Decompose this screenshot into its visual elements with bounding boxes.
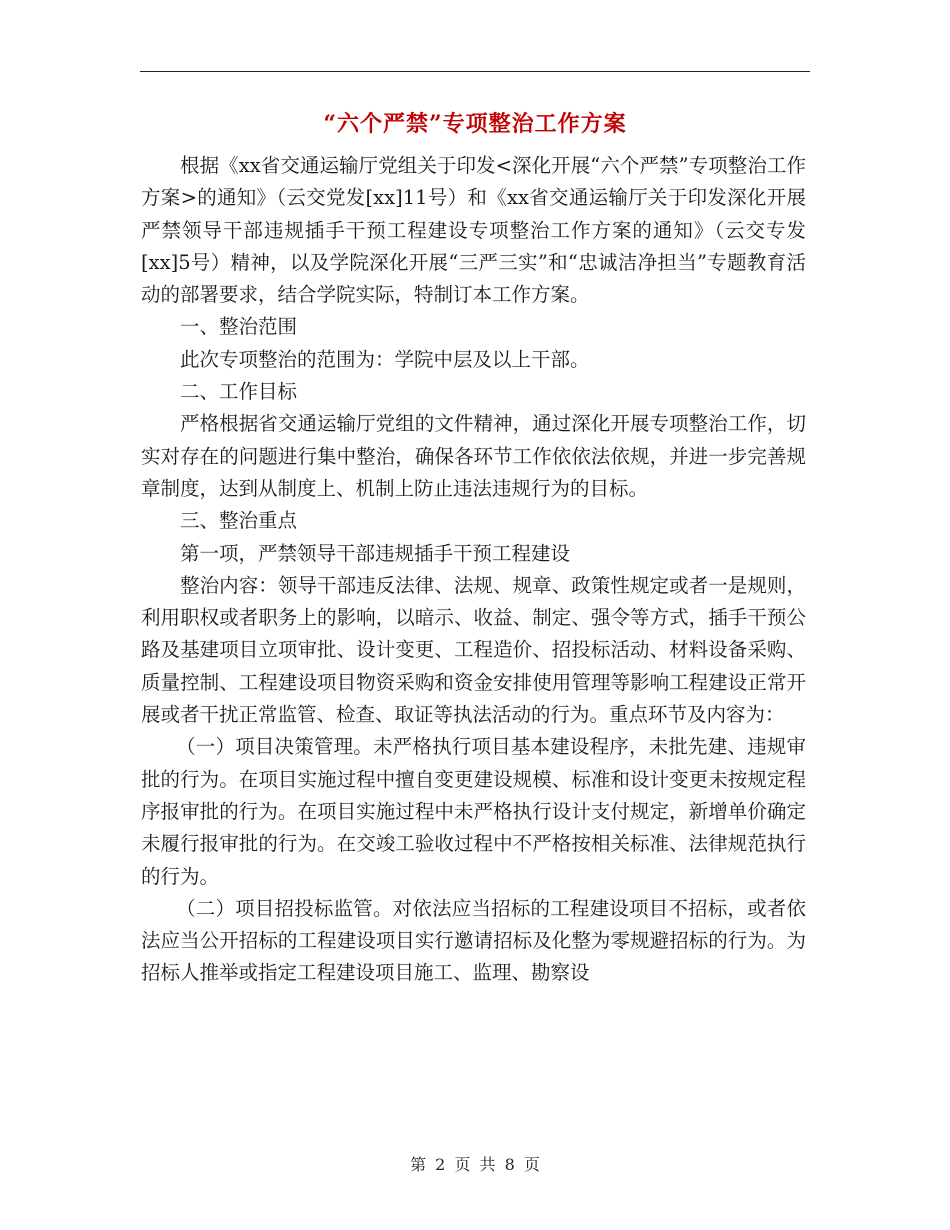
heading-goal: 二、工作目标 [180, 380, 298, 404]
heading-focus: 三、整治重点 [180, 509, 298, 533]
heading-scope: 一、整治范围 [180, 315, 298, 339]
paragraph-bidding: （二）项目招投标监管。对依法应当招标的工程建设项目不招标，或者依法应当公开招标的工程建设项目实行邀请招标及化整为零规避招标的行为。为招标人推举或指定工程建设项目施工、监理、勘察设 [141, 896, 806, 985]
document-body [141, 150, 806, 990]
paragraph-content: 整治内容：领导干部违反法律、法规、规章、政策性规定或者一是规则，利用职权或者职务上的影响，以暗示、收益、制定、强令等方式，插手干预公路及基建项目立项审批、设计变更、工程造价、招投标活动、材料设备采购、质量控制、工程建设项目物资采购和资金安排使用管理等影响工程建设正常开展或者干扰正常监管、检查、取证等执法活动的行为。重点环节及内容为： [141, 573, 806, 727]
paragraph-scope: 此次专项整治的范围为：学院中层及以上干部。 [180, 347, 590, 371]
document-title: “六个严禁”专项整治工作方案 [323, 111, 627, 137]
header-rule [140, 71, 810, 72]
paragraph-project-decision: （一）项目决策管理。未严格执行项目基本建设程序，未批先建、违规审批的行为。在项目实施过程中擅自变更建设规模、标准和设计变更未按规定程序报审批的行为。在项目实施过程中未严格执行设计支付规定，新增单价确定未履行报审批的行为。在交竣工验收过程中不严格按相关标准、法律规范执行的行为。 [141, 735, 806, 888]
paragraph-goal: 严格根据省交通运输厅党组的文件精神，通过深化开展专项整治工作，切实对存在的问题进行集中整治，确保各环节工作依依法依规，并进一步完善规章制度，达到从制度上、机制上防止违法违规行为的目标。 [141, 412, 806, 500]
page-number: 第 2 页 共 8 页 [410, 1155, 540, 1174]
paragraph-item-one: 第一项，严禁领导干部违规插手干预工程建设 [180, 541, 571, 565]
paragraph-basis: 根据《xx省交通运输厅党组关于印发<深化开展“六个严禁”专项整治工作方案>的通知》（云交党发[xx]11号）和《xx省交通运输厅关于印发深化开展严禁领导干部违规插手干预工程建设专项整治工作方案的通知》（云交专发[xx]5号）精神，以及学院深化开展“三严三实”和“忠诚洁净担当”专题教育活动的部署要求，结合学院实际，特制订本工作方案。 [141, 154, 806, 307]
